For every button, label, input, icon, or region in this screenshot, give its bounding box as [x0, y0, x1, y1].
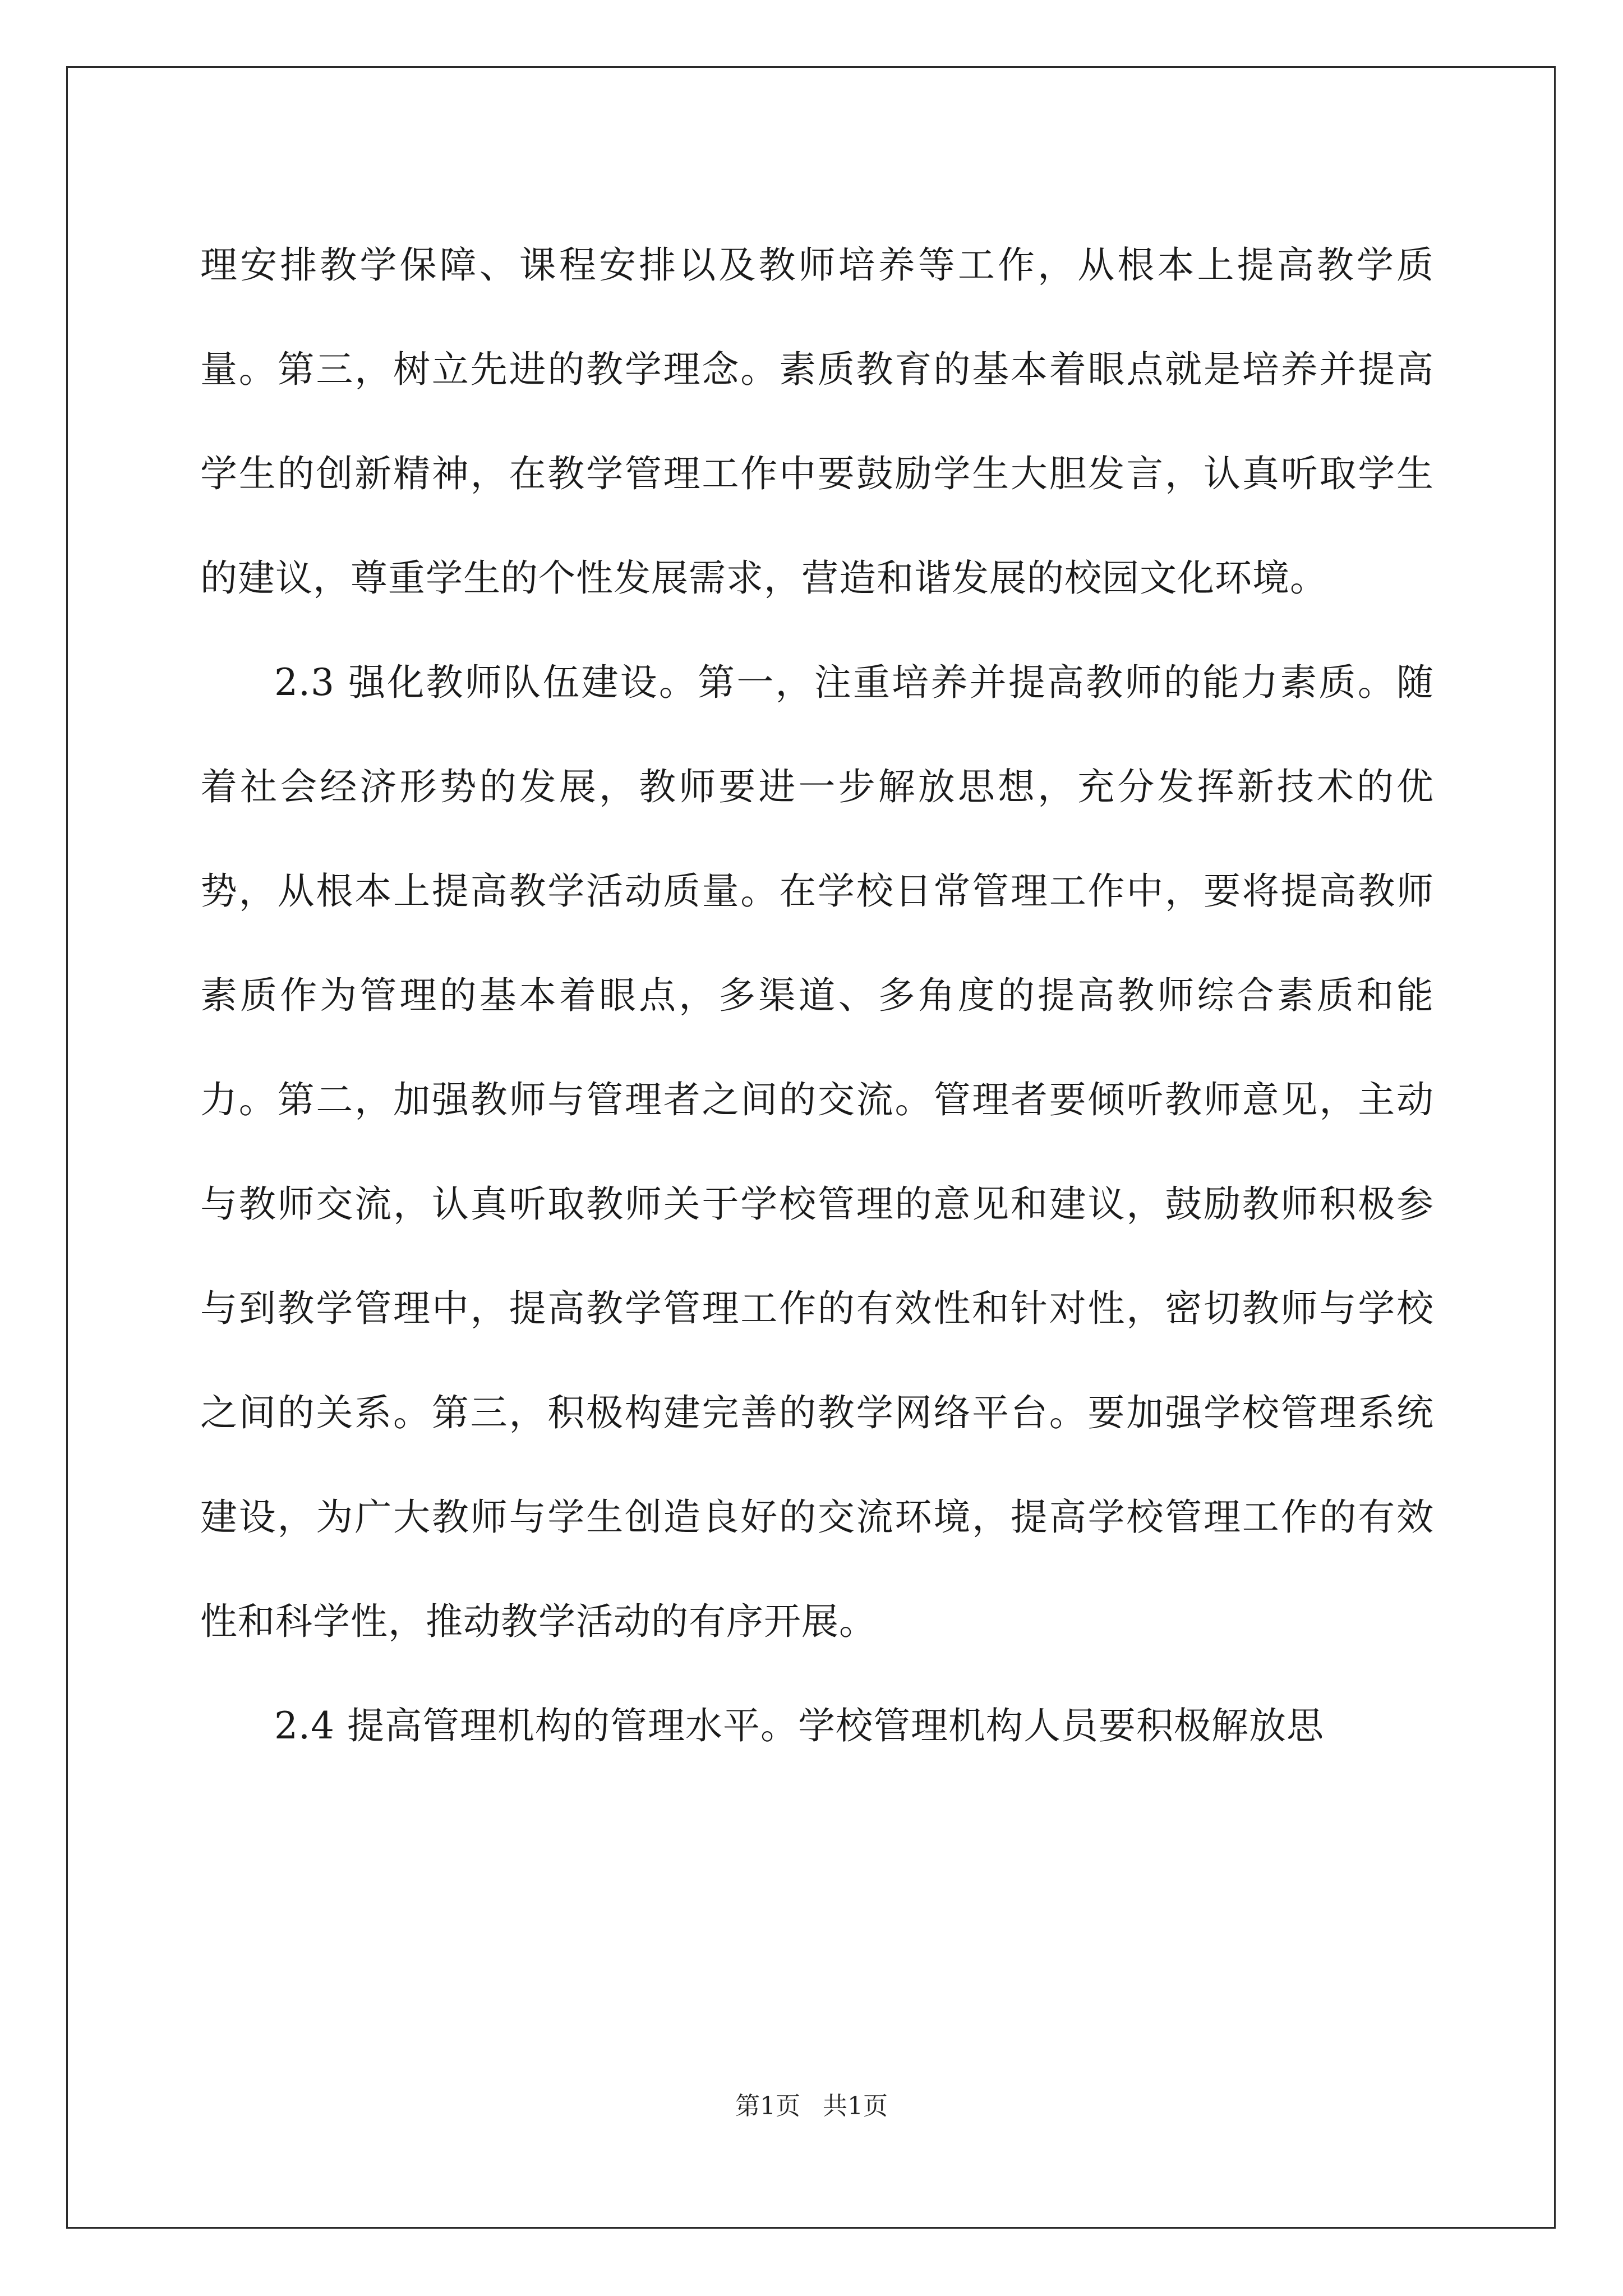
- page-number-current: 第1页: [735, 2092, 800, 2120]
- document-body: [200, 213, 1434, 1778]
- paragraph-3: 2.4 提高管理机构的管理水平。学校管理机构人员要积极解放思: [274, 1704, 1324, 1747]
- paragraph-1: 理安排教学保障、课程安排以及教师培养等工作，从根本上提高教学质量。第三，树立先进的教学理念。素质教育的基本着眼点就是培养并提高学生的创新精神，在教学管理工作中要鼓励学生大胆发言，认真听取学生的建议，尊重学生的个性发展需求，营造和谐发展的校园文化环境。: [200, 243, 1434, 600]
- page-footer: [0, 2090, 1623, 2123]
- page-number-total: 共1页: [823, 2092, 888, 2120]
- paragraph-2: 2.3 强化教师队伍建设。第一，注重培养并提高教师的能力素质。随着社会经济形势的发展，教师要进一步解放思想，充分发挥新技术的优势，从根本上提高教学活动质量。在学校日常管理工作中，要将提高教师素质作为管理的基本着眼点，多渠道、多角度的提高教师综合素质和能力。第二，加强教师与管理者之间的交流。管理者要倾听教师意见，主动与教师交流，认真听取教师关于学校管理的意见和建议，鼓励教师积极参与到教学管理中，提高教学管理工作的有效性和针对性，密切教师与学校之间的关系。第三，积极构建完善的教学网络平台。要加强学校管理系统建设，为广大教师与学生创造良好的交流环境，提高学校管理工作的有效性和科学性，推动教学活动的有序开展。: [200, 661, 1434, 1643]
